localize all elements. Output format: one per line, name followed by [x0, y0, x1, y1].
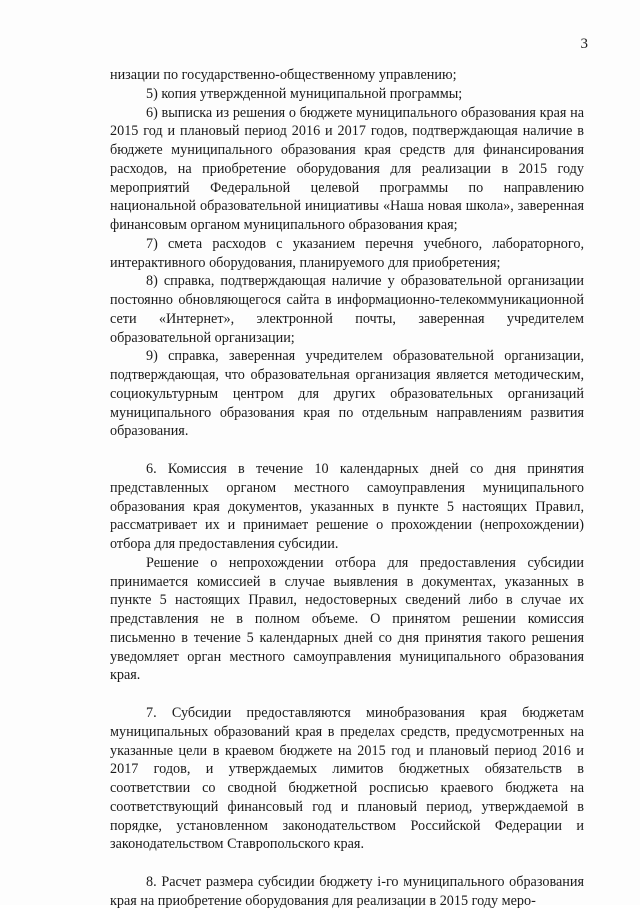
clause-6-decision: Решение о непрохождении отбора для предоставления субсидии принимается комиссией в случае выявления в документах, указанных в пункте 5 настоящих Правил, недостоверных сведений либо в случае их представления не в полном объеме. О принятом решении комиссия письменно в течение 5 календарных дней со дня принятия такого решения уведомляет орган местного самоуправления муниципального образования края.: [110, 554, 584, 684]
page-number: 3: [580, 36, 588, 52]
list-item-5: 5) копия утвержденной муниципальной программы;: [146, 85, 463, 102]
clause-8: 8. Расчет размера субсидии бюджету i-го муниципального образования края на приобретение оборудования для реализации в 2015 году меро-: [110, 874, 584, 909]
paragraph-continuation: низации по государственно-общественному управлению;: [110, 67, 457, 83]
list-item-9: 9) справка, заверенная учредителем образовательной организации, подтверждающая, что образовательная организация является методическим, социокультурным центром для других образовательных организаций муниципального образования края по отдельным направлениям развития образования.: [110, 348, 584, 440]
list-item-6: 6) выписка из решения о бюджете муниципального образования края на 2015 год и плановый период 2016 и 2017 годов, подтверждающая наличие в бюджете муниципального образования края средств для финансирования расходов, на приобретение оборудования для реализации в 2015 году мероприятий Федеральной целевой программы по направлению национальной образовательной инициативы «Наша новая школа», заверенная финансовым органом муниципального образования края;: [110, 104, 584, 233]
clause-6: 6. Комиссия в течение 10 календарных дней со дня принятия представленных органом местного самоуправления муниципального образования края документов, указанных в пункте 5 настоящих Правил, рассматривает их и принимает решение о прохождении (непрохождении) отбора для предоставления субсидии.: [110, 461, 584, 552]
list-item-8: 8) справка, подтверждающая наличие у образовательной организации постоянно обновляющегося сайта в информационно-телекоммуникационной сети «Интернет», электронной почты, заверенная учредителем образовательной организации;: [110, 273, 584, 346]
clause-7: 7. Субсидии предоставляются минобразования края бюджетам муниципальных образований края в пределах средств, предусмотренных на указанные цели в краевом бюджете на 2015 год и плановый период 2016 и 2017 годов, и утверждаемых лимитов бюджетных обязательств в соответствии со сводной бюджетной росписью краевого бюджета на соответствующий финансовый год и плановый период, утверждаемой в порядке, установленном законодательством Российской Федерации и законодательством Ставропольского края.: [110, 705, 584, 853]
document-body: [110, 66, 584, 911]
list-item-7: 7) смета расходов с указанием перечня учебного, лабораторного, интерактивного оборудования, планируемого для приобретения;: [110, 235, 584, 271]
